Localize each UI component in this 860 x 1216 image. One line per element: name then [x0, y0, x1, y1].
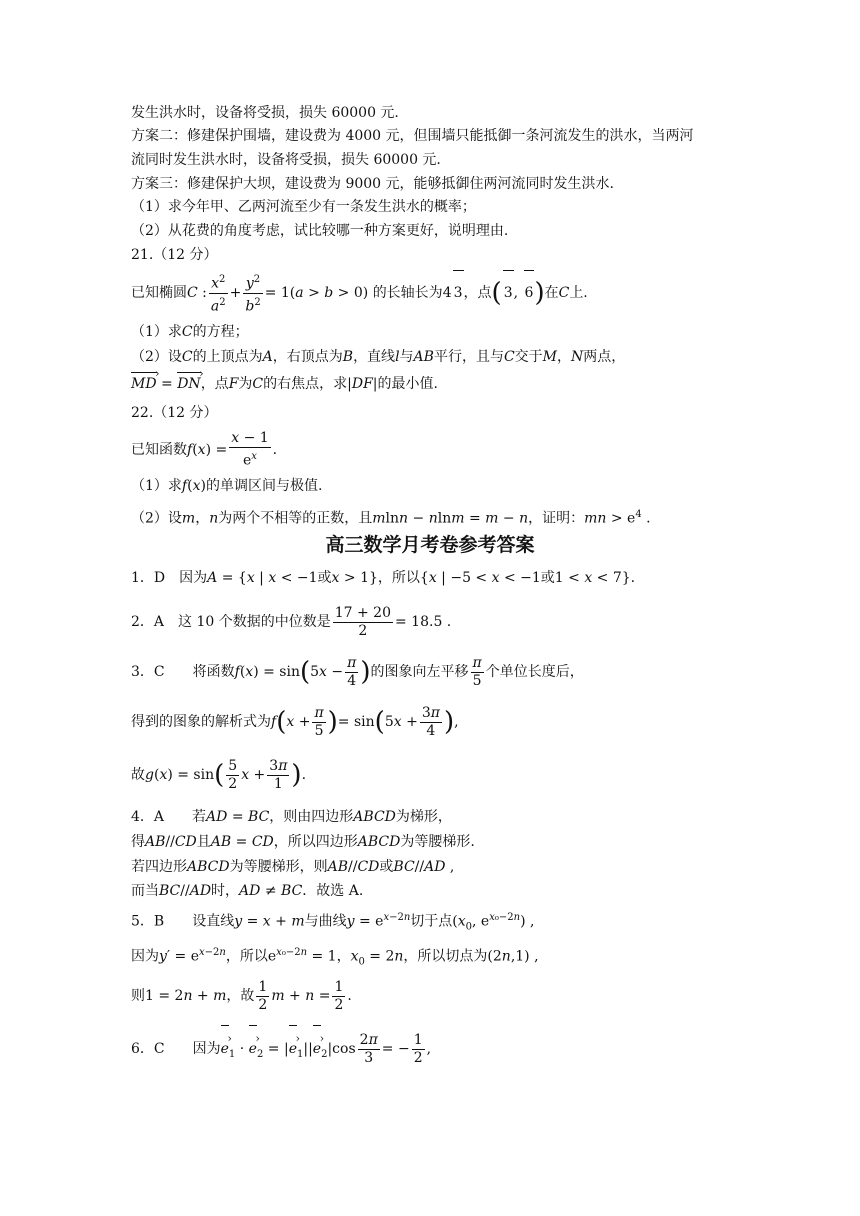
text-line: 得AB//CD且AB = CD，所以四边形ABCD为等腰梯形. — [131, 834, 475, 850]
text-line: 因为$y' = e^{x-2n}$，所以$e^{x_0-2n} = 1$，$x_0 = 2n$，所以切点为(2n,1) , — [131, 947, 539, 968]
answer-section-title: 高三数学月考卷参考答案 — [325, 534, 535, 556]
answer-5: 5．B 设直线y = x + m与曲线$y = e^{x-2n}$切于点($x_0$, $e^{x_0-2n}$) , — [131, 912, 535, 933]
text-line: 方案二：修建保护围墙，建设费为 4000 元，但围墙只能抵御一条河流发生的洪水，当两河 — [131, 128, 694, 144]
question-number: 21.（12 分） — [131, 247, 218, 263]
text-line: 而当BC//AD时，AD ≠ BC．故选 A. — [131, 883, 364, 899]
answer-4: 4．A 若AD = BC，则由四边形ABCD为梯形， — [131, 809, 452, 825]
question-22-statement: 已知函数f(x) = $\frac{x - 1}{e^x}$ . — [131, 430, 278, 469]
text-line: MD › = DN ›，点F为C的右焦点，求|DF|的最小值. — [131, 374, 438, 394]
answer-1: 1．D 因为A = {x | x < −1或x > 1}，所以{x | −5 < x < −1或1 < x < 7}. — [131, 570, 636, 586]
text-line: （2）设m，n为两个不相等的正数，且mlnn − nlnm = m − n，证明：mn > $e^4$ . — [131, 509, 651, 527]
text-line: （2）从花费的角度考虑，试比较哪一种方案更好，说明理由. — [131, 223, 509, 239]
text-line: （1）求C的方程； — [131, 324, 249, 340]
question-21-statement: 已知椭圆C : $\frac{x^2}{a^2}$ + $\frac{y^2}{b^2}$ = 1(a > b > 0) 的长轴长为4 3，点( 3, 6)在C上. — [131, 270, 588, 315]
answer-3-line-3: 故g(x) = sin( $\frac{5}{2}$ x + $\frac{3\pi}{1}$ ). — [131, 757, 307, 792]
text-line: 方案三：修建保护大坝，建设费为 9000 元，能够抵御住两河流同时发生洪水. — [131, 176, 614, 192]
text-line: （1）求今年甲、乙两河流至少有一条发生洪水的概率； — [131, 199, 476, 215]
answer-3-line-2: 得到的图象的解析式为f(x + $\frac{\pi}{5}$ )= sin(5x + $\frac{3\pi}{4}$ ), — [131, 704, 459, 739]
text-line: 则1 = 2n + m，故 $\frac{1}{2}$ m + n = $\frac{1}{2}$ . — [131, 978, 352, 1013]
answer-2: 2．A 这 10 个数据的中位数是 $\frac{17 + 20}{2}$ = 18.5 . — [131, 604, 452, 639]
answer-6: 6．C 因为e $›_1 \cdot e$ $›_2 = |e$ $›_1||e$ $›_2|\cos$ $\frac{2\pi}{3}$ = − $\frac{1}{2}$ , — [131, 1027, 431, 1077]
text-line: （1）求f(x)的单调区间与极值. — [131, 478, 323, 494]
text-line: 发生洪水时，设备将受损，损失 60000 元. — [131, 105, 399, 121]
text-line: 若四边形ABCD为等腰梯形，则AB//CD或BC//AD , — [131, 859, 455, 875]
answer-3: 3．C 将函数f(x) = sin(5x − $\frac{\pi}{4}$ )的图象向左平移 $\frac{\pi}{5}$ 个单位长度后， — [131, 654, 584, 689]
question-number: 22.（12 分） — [131, 405, 218, 421]
text-line: （2）设C的上顶点为A，右顶点为B，直线l与AB平行，且与C交于M，N两点， — [131, 349, 626, 365]
text-line: 流同时发生洪水时，设备将受损，损失 60000 元. — [131, 152, 441, 168]
